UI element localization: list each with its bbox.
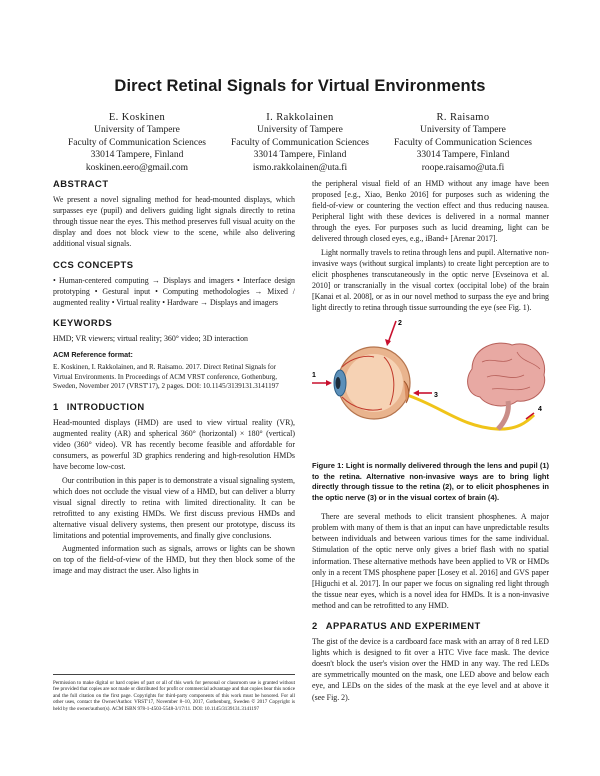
intro-paragraph: Our contribution in this paper is to demonstrate a visual signaling system, which does not occlude the visual view of a HMD, but can deliver a blurry visual signal directly to retina with limited directionality. It can be retrofitted to any existing HMDs. We first discuss previous HMDs and alternative visual delivery systems, then present our prototype, discuss its limitations and potential improvements, and finally give conclusions. bbox=[53, 475, 295, 541]
eye-brain-illustration bbox=[312, 317, 549, 457]
ccs-heading: CCS CONCEPTS bbox=[53, 258, 134, 270]
body-paragraph: Light normally travels to retina through lens and pupil. Alternative non-invasive ways (without surgical implants) to create light perception are to elicit phosphenes transcutaneously in the optic nerve [Evseinova et al. 2010] or transcranially in the visual cortex (occipital lobe) of the brain [Kanai et al. 2008], or as in our novel method to surpass the eye and bring light directly to retina through tissue surrounding the eye (see Fig. 1). bbox=[312, 247, 549, 313]
author-dept: Faculty of Communication Sciences bbox=[394, 137, 532, 148]
author-city: 33014 Tampere, Finland bbox=[90, 150, 184, 161]
figure-label: 2 bbox=[398, 320, 402, 328]
body-paragraph: The gist of the device is a cardboard face mask with an array of 8 red LED lights which is designed to fit over a HTC Vive face mask. The device doesn't block the user's vision over the HMD in any way. The red LEDs are symmetrically mounted on the mask, one LED above and below each eye, and LEDs on the sides of the mask at the eye level and at above it (see Fig. 2). bbox=[312, 637, 549, 702]
author-block bbox=[378, 112, 548, 174]
arrow-head bbox=[385, 339, 391, 346]
body-paragraph: the peripheral visual field of an HMD without any image have been proposed [e.g., Xiao, Benko 2016] for purposes such as widening the field-of-view or countering the vection effect and thus reducing nausea. Peripheral light with these devices is delivered in a normal manner through the eyes. For purposes such as lucid dreaming, light can be delivered through closed eyes, e.g., iBand+ [Arenar 2017]. bbox=[312, 179, 549, 244]
keywords-text: HMD; VR viewers; virtual reality; 360° video; 3D interaction bbox=[53, 334, 248, 344]
author-org: University of Tampere bbox=[257, 125, 343, 136]
author-dept: Faculty of Communication Sciences bbox=[68, 137, 206, 148]
paper-title: Direct Retinal Signals for Virtual Environments bbox=[114, 77, 486, 95]
brain-shape bbox=[468, 343, 545, 406]
section-title: INTRODUCTION bbox=[66, 401, 145, 412]
author-name: I. Rakkolainen bbox=[266, 112, 334, 123]
author-dept: Faculty of Communication Sciences bbox=[231, 137, 369, 148]
section-number: 1 bbox=[53, 401, 59, 412]
figure-label: 1 bbox=[312, 372, 316, 380]
intro-paragraph: Head-mounted displays (HMD) are used to view virtual reality (VR), augmented reality (AR) and spherical 360° (horizontal) × 180° (vertical) video (360° video). VR has recently become feasible and affordable for consumers, as powerful 3D graphics rendering and high-resolution HMDs have become low-cost. bbox=[53, 418, 295, 472]
author-block bbox=[52, 112, 222, 174]
body-paragraph: There are several methods to elicit transient phosphenes. A major problem with many of them is that an input can have unpredictable results between individuals and between various times for the same individual. Stimulation of the optic nerve only gives a brief flash with no spatial information. These alternative methods have been applied to VR or HMDs only in a recent TMS phosphene paper [Losey et al. 2016] and GVS paper [Higuchi et al. 2017]. In our paper we focus on signaling red light through the tissue near eyes, which is a novel idea for HMDs. It is a non-invasive method and can be retrofitted to any HMD. bbox=[312, 512, 549, 610]
author-email: ismo.rakkolainen@uta.fi bbox=[252, 162, 348, 173]
author-name: R. Raisamo bbox=[436, 112, 490, 123]
author-name: E. Koskinen bbox=[108, 112, 166, 123]
figure-caption: Figure 1: Light is normally delivered through the lens and pupil (1) to the retina. Alternative non-invasive ways are to bring light directly through tissue to the retina (2), or to elicit phosphenes in the optic nerve (3) or in the visual cortex of brain (4). bbox=[312, 461, 549, 502]
author-email: roope.raisamo@uta.fi bbox=[421, 162, 505, 173]
figure-label: 4 bbox=[538, 406, 542, 414]
arrow-line bbox=[388, 321, 396, 343]
permission-footnote: Permission to make digital or hard copies of part or all of this work for personal or classroom use is granted without fee provided that copies are not made or distributed for profit or commercial advantage and that copies bear this notice and the full citation on the first page. Copyrights for third-party components of this work must be honored. For all other uses, contact the Owner/Author. VRST'17, November 8–10, 2017, Gothenburg, Sweden © 2017 Copyright is held by the owner/author(s). ACM ISBN 978-1-4503-5548-3/17/11. DOI: 10.1145/3139131.3141197 bbox=[53, 674, 295, 712]
author-org: University of Tampere bbox=[420, 125, 506, 136]
section-heading bbox=[312, 620, 549, 631]
section-number: 2 bbox=[312, 619, 318, 631]
section-title: APPARATUS AND EXPERIMENT bbox=[325, 619, 481, 631]
figure-label: 3 bbox=[434, 392, 438, 400]
reference-heading: ACM Reference format: bbox=[53, 350, 133, 360]
author-block bbox=[215, 112, 385, 174]
intro-paragraph: Augmented information such as signals, arrows or lights can be shown on top of the field-of-view of the HMD, but they then block some of the image and may distract the user. Also lights in bbox=[53, 544, 295, 576]
reference-text: E. Koskinen, I. Rakkolainen, and R. Raisamo. 2017. Direct Retinal Signals for Virtual Environments. In Proceedings of ACM VRST conference, Gothenburg, Sweden, November 2017 (VRST'17), 2 pages. DOI: 10.1145/3139131.3141197 bbox=[53, 363, 279, 391]
left-column bbox=[53, 178, 295, 578]
right-column bbox=[312, 178, 549, 705]
keywords-heading: KEYWORDS bbox=[53, 316, 113, 328]
author-city: 33014 Tampere, Finland bbox=[253, 150, 347, 161]
author-org: University of Tampere bbox=[94, 125, 180, 136]
arrow-head bbox=[326, 380, 332, 386]
arrow-head bbox=[413, 390, 419, 396]
abstract-heading: ABSTRACT bbox=[53, 178, 109, 189]
figure-eye-brain bbox=[312, 317, 549, 457]
ccs-text: • Human-centered computing → Displays and imagers • Interface design prototyping • Gestural input • Computing methodologies → Mixed / augmented reality • Virtual reality • Hardware → Displays and imagers bbox=[53, 275, 295, 307]
author-city: 33014 Tampere, Finland bbox=[416, 150, 510, 161]
pupil-shape bbox=[336, 377, 341, 389]
author-email: koskinen.eero@gmail.com bbox=[85, 162, 189, 173]
intro-heading bbox=[53, 401, 295, 412]
abstract-text: We present a novel signaling method for head-mounted displays, which surpasses eye (pupil) and delivers guiding light signals directly to retina through tissue near the eyes. This method preserves full visual acuity on the display and does not block view to the scene, while also delivering additional visual signals. bbox=[53, 195, 295, 249]
